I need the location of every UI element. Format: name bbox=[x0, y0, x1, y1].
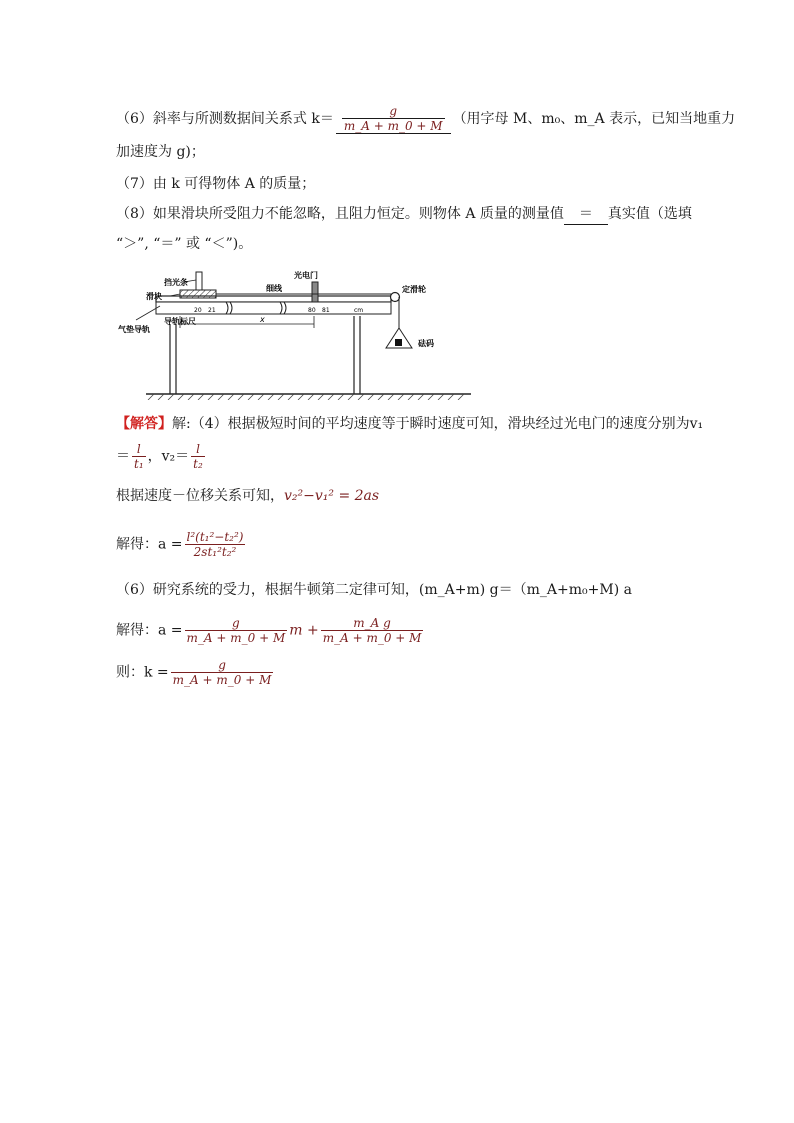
solve2-line bbox=[116, 616, 425, 645]
answer-intro bbox=[116, 414, 703, 434]
answer-intro-text: 解:（4）根据极短时间的平均速度等于瞬时速度可知，滑块经过光电门的速度分别为v₁ bbox=[172, 416, 704, 432]
q8-line2: “＞”, “＝” 或 “＜”)。 bbox=[116, 236, 253, 252]
k-label: 则：k = bbox=[116, 664, 169, 681]
solve-a-label: 解得：a = bbox=[116, 536, 183, 553]
v2-label: ，v₂＝ bbox=[147, 448, 190, 465]
q8-suffix: 真实值（选填 bbox=[607, 206, 692, 222]
slider bbox=[180, 290, 216, 298]
velocity-line bbox=[116, 442, 207, 471]
air-track-diagram bbox=[116, 266, 476, 400]
shade-strip bbox=[196, 272, 202, 290]
q6-answer-fraction bbox=[336, 104, 451, 134]
label-weights: 砝码 bbox=[418, 339, 434, 348]
newton-line: （6）研究系统的受力，根据牛顿第二定律可知，(m_A+m) g＝（m_A+m₀+M) a bbox=[116, 582, 632, 598]
label-air-track: 气垫导轨 bbox=[118, 325, 150, 334]
solve2-fraction-2: $\frac{\text{m\_A g}}{m\_A + m\_0 + M}$ bbox=[322, 616, 422, 645]
pulley bbox=[391, 293, 400, 302]
kinematics-eq: v₂²−v₁² = 2as bbox=[284, 488, 380, 504]
label-pulley: 定滑轮 bbox=[402, 285, 426, 294]
solve-a-line bbox=[116, 530, 247, 559]
v2-fraction: $\frac{l}{\text{t₂}}$ bbox=[193, 442, 203, 471]
label-x: x bbox=[260, 315, 265, 324]
tick-cm: cm bbox=[354, 307, 364, 314]
solve2-fraction-1: $\frac{g}{m\_A + m\_0 + M}$ bbox=[186, 616, 286, 645]
solve-a-fraction: $\frac{\text{l²(t₁²−t₂²)}}{\text{2st₁²t₂²}}$ bbox=[186, 530, 244, 559]
k-line bbox=[116, 658, 275, 687]
weights-block bbox=[395, 339, 402, 346]
label-track-scale: 导轨标尺 bbox=[164, 317, 196, 326]
q6-frac-den: m_A + m_0 + M bbox=[343, 119, 443, 133]
question-6-line1 bbox=[116, 104, 735, 134]
q6-frac-num: g bbox=[389, 104, 398, 118]
question-7: （7）由 k 可得物体 A 的质量； bbox=[116, 176, 316, 192]
q8-prefix: （8）如果滑块所受阻力不能忽略，且阻力恒定。则物体 A 质量的测量值 bbox=[116, 206, 564, 222]
v1-prefix: ＝ bbox=[116, 448, 130, 465]
kinematics-text: 根据速度－位移关系可知， bbox=[116, 488, 284, 504]
v1-fraction: $\frac{l}{\text{t₁}}$ bbox=[134, 442, 144, 471]
ground-hatch bbox=[148, 394, 464, 400]
tick-21: 21 bbox=[208, 307, 216, 314]
table-legs bbox=[170, 316, 360, 394]
label-shade-strip: 挡光条 bbox=[164, 278, 188, 287]
tick-20: 20 bbox=[194, 307, 202, 314]
solve2-label: 解得：a = bbox=[116, 622, 183, 639]
q6-prefix: （6）斜率与所测数据间关系式 k＝ bbox=[116, 111, 334, 127]
photogate bbox=[312, 282, 318, 302]
label-slider: 滑块 bbox=[146, 292, 162, 301]
answer-tag: 【解答】 bbox=[116, 416, 172, 432]
label-string: 细线 bbox=[266, 284, 282, 293]
q6-suffix: （用字母 M、m₀、m_A 表示，已知当地重力 bbox=[452, 111, 736, 127]
question-8-line1 bbox=[116, 204, 692, 225]
solve2-mid: m + bbox=[289, 622, 319, 639]
tick-81: 81 bbox=[322, 307, 330, 314]
label-photogate: 光电门 bbox=[294, 271, 318, 280]
k-fraction: $\frac{g}{m\_A + m\_0 + M}$ bbox=[172, 658, 272, 687]
q6-line2: 加速度为 g)； bbox=[116, 144, 205, 160]
tick-80: 80 bbox=[308, 307, 316, 314]
q8-answer-blank: ＝ bbox=[564, 204, 608, 225]
kinematics-line bbox=[116, 486, 379, 506]
